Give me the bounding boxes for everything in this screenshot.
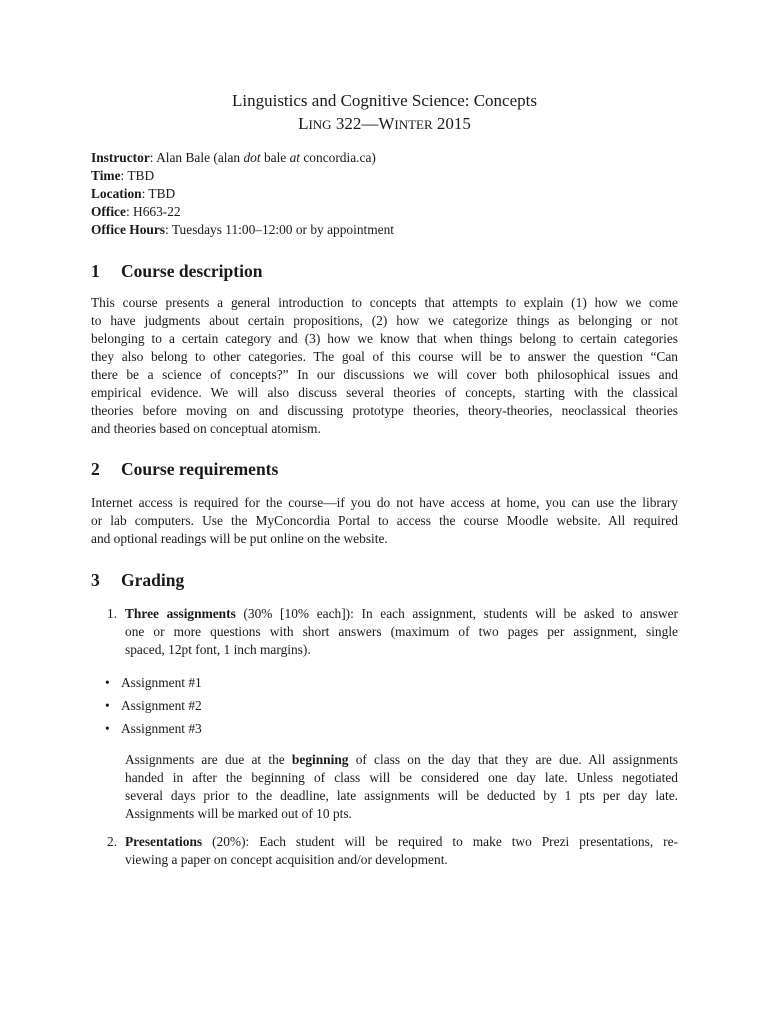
subtitle-year: 2015: [432, 114, 471, 133]
paragraph-line: and theories based on conceptual atomism.: [91, 421, 321, 436]
office-hours-label: Office Hours: [91, 222, 166, 237]
time-label: Time: [91, 168, 121, 183]
item-bold-label: Presentations: [125, 834, 203, 849]
document-title: Linguistics and Cognitive Science: Concepts: [231, 91, 537, 110]
enum-line: spaced, 12pt font, 1 inch margins).: [125, 642, 311, 657]
section-heading-course-requirements: [91, 458, 278, 480]
office-label: Office: [91, 204, 126, 219]
section-number: 1: [91, 261, 100, 281]
paragraph-line: and optional readings will be put online on the website.: [91, 531, 388, 546]
subtitle-smallcaps-ing: ING: [308, 117, 332, 132]
section-heading-course-description: [91, 260, 262, 282]
list-item-text: Assignment #3: [121, 721, 202, 736]
item-bold-label: Three assignments: [125, 606, 236, 621]
office-hours-line: [91, 221, 678, 239]
enum-number: 1.: [107, 606, 118, 621]
enum-line: viewing a paper on concept acquisition and/or development.: [125, 852, 448, 867]
instructor-domain: concordia.ca): [300, 150, 376, 165]
paragraph-line: Internet access is required for the course—if you do not have access at home, you can use the library: [91, 495, 678, 510]
enum-line: one or more questions with short answers (maximum of two pages per assignment, single: [125, 624, 678, 639]
due-text-rest: of class on the day that they are due. All assignments: [348, 752, 678, 767]
bullet-icon: •: [105, 721, 110, 736]
paragraph-line: there be a science of concepts?” In our discussions we will cover both philosophical issues and: [91, 367, 678, 382]
item-text: (30% [10% each]): In each assignment, students will be asked to answer: [235, 606, 678, 621]
subtitle-smallcaps-inter: INTER: [394, 117, 433, 132]
location-line: [91, 185, 678, 203]
section-heading-grading: [91, 569, 184, 591]
instructor-line: [91, 149, 678, 167]
instructor-dot: dot: [243, 150, 261, 165]
section-number: 2: [91, 459, 100, 479]
item-text: (20%): Each student will be required to make two Prezi presentations, re-: [202, 834, 678, 849]
enum-line: handed in after the beginning of class will be considered one day late. Unless negotiated: [125, 770, 678, 785]
enum-body: [125, 751, 678, 823]
location-value: : TBD: [141, 186, 176, 201]
course-requirements-paragraph: [91, 494, 678, 548]
paragraph-line: belonging to a certain category and (3) how we know that when things belong to certain categories: [91, 331, 678, 346]
section-title: Course requirements: [121, 459, 279, 479]
section-title: Course description: [121, 261, 263, 281]
instructor-mid: bale: [260, 150, 290, 165]
paragraph-line: to have judgments about certain propositions, (2) how we categorize things as belonging or not: [91, 313, 678, 328]
time-value: : TBD: [120, 168, 155, 183]
paragraph-line: This course presents a general introduction to concepts that attempts to explain (1) how we come: [91, 295, 678, 310]
due-text: Assignments are due at the: [125, 752, 292, 767]
instructor-text: : Alan Bale (alan: [149, 150, 244, 165]
list-item: [105, 697, 202, 715]
enum-body: [125, 833, 678, 869]
bullet-icon: •: [105, 698, 110, 713]
enum-line: Assignments will be marked out of 10 pts.: [125, 806, 352, 821]
subtitle-number: 322—W: [331, 114, 395, 133]
section-number: 3: [91, 570, 100, 590]
instructor-label: Instructor: [91, 150, 150, 165]
due-bold: beginning: [291, 752, 349, 767]
paragraph-line: they also belong to other categories. The goal of this course will be to answer the question “Can: [91, 349, 678, 364]
instructor-at: at: [289, 150, 301, 165]
enum-line: [125, 605, 678, 623]
office-value: : H663-22: [125, 204, 181, 219]
course-info-block: [91, 149, 678, 239]
paragraph-line: or lab computers. Use the MyConcordia Portal to access the course Moodle website. All required: [91, 513, 678, 528]
enum-line: [125, 833, 678, 851]
section-title: Grading: [121, 570, 185, 590]
list-item: [105, 674, 202, 692]
enum-body: [125, 605, 678, 659]
paragraph-line: theories before moving on and discussing prototype theories, theory-theories, neoclassical theories: [91, 403, 678, 418]
list-item: [105, 720, 202, 738]
course-code-term: [91, 113, 678, 136]
location-label: Location: [91, 186, 142, 201]
subtitle-cap-l: L: [298, 114, 309, 133]
enum-line: several days prior to the deadline, late assignments will be deducted by 1 pts per day late.: [125, 788, 678, 803]
bullet-icon: •: [105, 675, 110, 690]
enum-line: [125, 751, 678, 769]
list-item-text: Assignment #1: [121, 675, 202, 690]
time-line: [91, 167, 678, 185]
office-line: [91, 203, 678, 221]
office-hours-value: : Tuesdays 11:00–12:00 or by appointment: [165, 222, 395, 237]
enum-number: 2.: [107, 834, 118, 849]
paragraph-line: empirical evidence. We will also discuss several theories of concepts, starting with the classical: [91, 385, 678, 400]
course-description-paragraph: [91, 294, 678, 438]
list-item-text: Assignment #2: [121, 698, 202, 713]
